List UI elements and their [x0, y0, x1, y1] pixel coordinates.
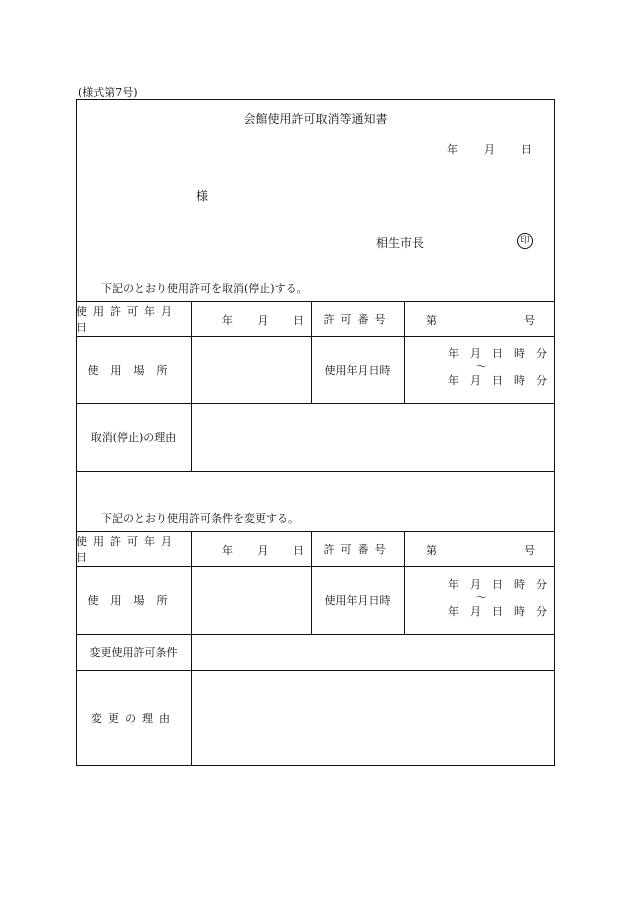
s1-permit-date-month: 月 — [257, 314, 269, 327]
s1-permit-date-value — [222, 312, 304, 328]
s1-usage-datetime-label: 使用年月日時 — [324, 363, 391, 377]
s1-range-start: 年 月 日 時 分 — [448, 347, 547, 360]
s2-permit-date-day: 日 — [293, 544, 304, 557]
s2-permit-date-value — [222, 542, 304, 558]
s1-permit-date-label: 使用許可年月日 — [76, 304, 178, 334]
date-month: 月 — [484, 143, 495, 156]
s1-permit-no-prefix: 第 — [426, 314, 437, 327]
s2-condition-label: 変更使用許可条件 — [89, 646, 178, 659]
s1-permit-no-label: 許可番号 — [323, 312, 392, 326]
s1-permit-no-suffix: 号 — [524, 314, 535, 327]
s2-reason-label: 変更の理由 — [91, 712, 176, 725]
s2-usage-range — [404, 576, 555, 619]
s2-usage-datetime-label: 使用年月日時 — [324, 594, 391, 607]
s2-range-sep: ～ — [476, 591, 487, 604]
s1-usage-range — [404, 345, 555, 388]
s2-permit-date-month: 月 — [257, 544, 269, 557]
s2-permit-date-label: 使用許可年月日 — [76, 534, 178, 564]
s2-permit-no-prefix: 第 — [426, 544, 437, 557]
addressee-suffix: 様 — [196, 189, 209, 203]
s2-permit-no-label: 許可番号 — [323, 542, 392, 556]
date-year: 年 — [447, 143, 458, 156]
s2-range-end: 年 月 日 時 分 — [448, 605, 547, 618]
s2-permit-date-year: 年 — [222, 544, 233, 557]
form-number: (様式第7号) — [78, 86, 138, 99]
s2-range-start: 年 月 日 時 分 — [448, 578, 547, 591]
s1-permit-no-value — [426, 312, 535, 328]
seal-mark: 印 — [517, 233, 533, 249]
s1-permit-date-year: 年 — [222, 314, 233, 327]
date-day: 日 — [521, 143, 532, 156]
rule — [76, 471, 555, 472]
rule — [191, 301, 192, 471]
section2-intro: 下記のとおり使用許可条件を変更する。 — [101, 512, 299, 525]
doc-title: 会館使用許可取消等通知書 — [243, 112, 388, 126]
s2-permit-no-value — [426, 542, 535, 558]
s1-range-end: 年 月 日 時 分 — [448, 374, 547, 387]
section1-intro: 下記のとおり使用許可を取消(停止)する。 — [101, 282, 308, 295]
s2-permit-no-suffix: 号 — [524, 544, 535, 557]
s1-permit-date-day: 日 — [293, 314, 304, 327]
issuer: 相生市長 — [376, 236, 425, 250]
date-line — [447, 141, 532, 157]
rule — [191, 531, 192, 766]
s1-reason-label: 取消(停止)の理由 — [90, 431, 177, 444]
s2-place-label: 使用場所 — [87, 594, 180, 607]
s1-range-sep: ～ — [476, 360, 487, 373]
s1-place-label: 使用場所 — [87, 363, 180, 377]
